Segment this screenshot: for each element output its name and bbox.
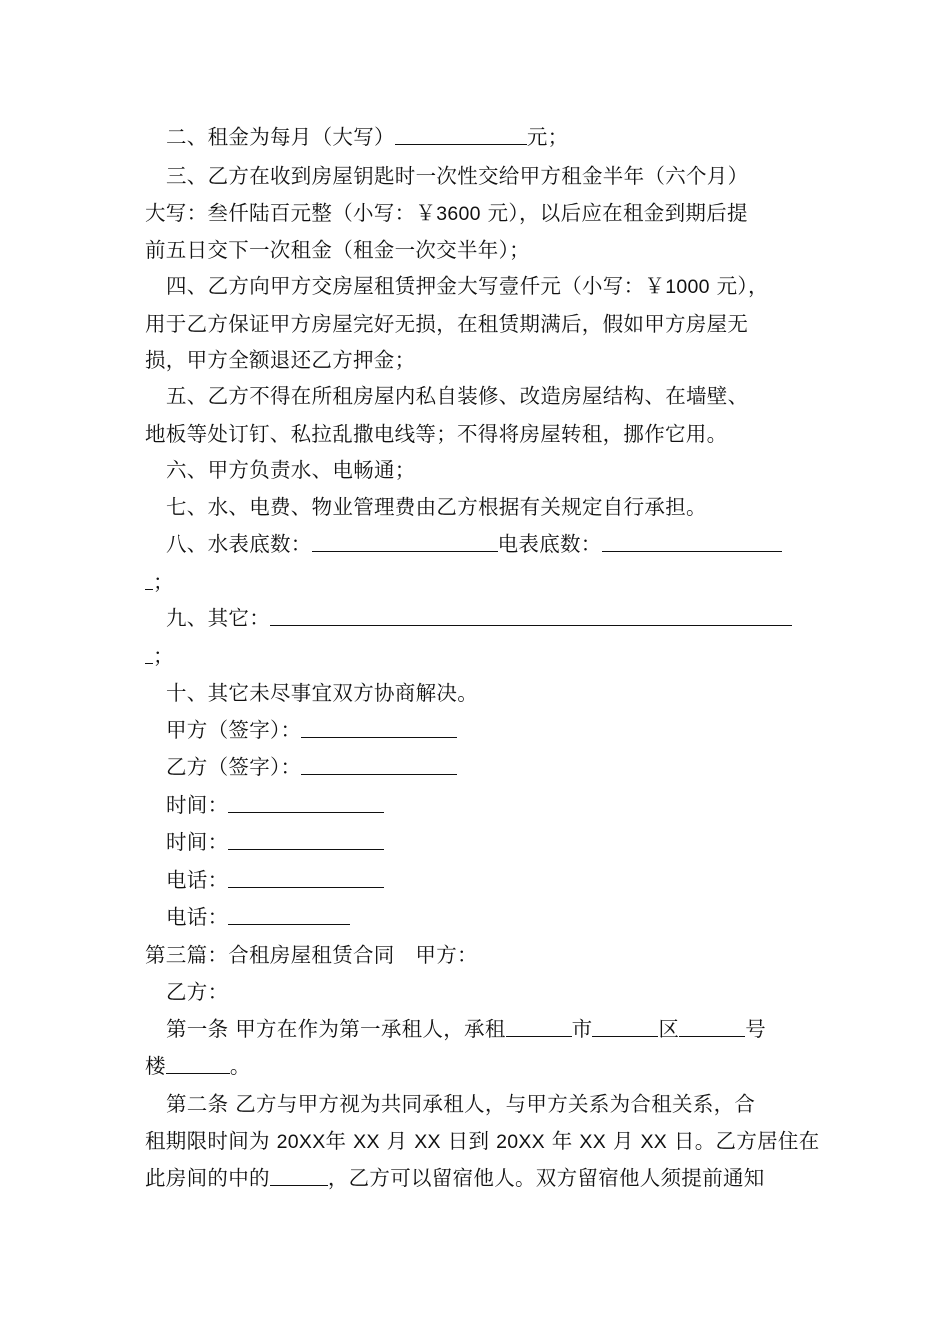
text: ；	[153, 570, 174, 594]
time-blank	[228, 792, 384, 813]
text: 乙方：	[166, 980, 229, 1004]
text: 乙方（签字）：	[166, 755, 302, 779]
text: 年	[544, 1129, 580, 1153]
city-blank	[506, 1016, 572, 1037]
clause-4-line-2	[0, 310, 950, 338]
clause-8-line-2	[0, 568, 950, 596]
text: 大写：叁仟陆百元整（小写：￥	[145, 201, 437, 225]
article-1-line-2	[0, 1052, 950, 1080]
text: ，乙方可以留宿他人。双方留宿他人须提前通知	[327, 1166, 765, 1190]
phone-blank	[228, 904, 350, 925]
clause-10-line	[0, 679, 950, 707]
text: 第三篇：合租房屋租赁合同 甲方：	[145, 943, 478, 967]
clause-3-line-2	[0, 199, 950, 228]
clause-4-line-3	[0, 346, 950, 374]
text: 楼	[145, 1054, 166, 1078]
time-line-2	[0, 828, 950, 856]
article-2-line-3	[0, 1164, 950, 1192]
room-blank	[270, 1165, 328, 1186]
text: 电表底数：	[497, 532, 602, 556]
blank-field	[145, 643, 153, 664]
text: ；	[153, 644, 174, 668]
text: 十、其它未尽事宜双方协商解决。	[166, 681, 478, 705]
text: 六、甲方负责水、电畅通；	[166, 458, 416, 482]
year: 20XX	[276, 1131, 326, 1153]
text: 号	[745, 1017, 767, 1041]
building-blank	[166, 1053, 230, 1074]
text: 月	[379, 1129, 415, 1153]
party-b-line	[0, 978, 950, 1006]
text: 七、水、电费、物业管理费由乙方根据有关规定自行承担。	[166, 495, 707, 519]
clause-3-line-1	[0, 162, 950, 190]
district-blank	[592, 1016, 658, 1037]
phone-line-2	[0, 903, 950, 931]
text: 。	[229, 1054, 251, 1078]
text: 第一条 甲方在作为第一承租人，承租	[166, 1017, 506, 1041]
electric-meter-blank	[602, 531, 782, 552]
text: 前五日交下一次租金（租金一次交半年）；	[145, 238, 530, 262]
other-blank	[270, 605, 792, 626]
amount: 1000	[665, 276, 710, 298]
text: 三、乙方在收到房屋钥匙时一次性交给甲方租金半年（六个月）	[166, 164, 749, 188]
text: 甲方（签字）：	[166, 718, 302, 742]
year: 20XX	[496, 1131, 545, 1153]
text: 九、其它：	[166, 606, 270, 630]
text: 地板等处订钉、私拉乱撒电线等；不得将房屋转租，挪作它用。	[145, 422, 728, 446]
text: 月	[606, 1129, 641, 1153]
text: 日。乙方居住在	[667, 1129, 820, 1153]
clause-9-line-2	[0, 642, 950, 670]
text: 租期限时间为	[145, 1129, 277, 1153]
text: 八、水表底数：	[166, 532, 312, 556]
text: 第二条 乙方与甲方视为共同承租人，与甲方关系为合租关系，合	[166, 1092, 756, 1116]
party-a-signature-line	[0, 716, 950, 744]
clause-2-line	[0, 123, 950, 151]
clause-6-line	[0, 456, 950, 484]
text: 此房间的中的	[145, 1166, 270, 1190]
phone-line-1	[0, 866, 950, 894]
signature-blank	[301, 717, 457, 738]
time-line-1	[0, 791, 950, 819]
signature-blank	[301, 754, 457, 775]
clause-7-line	[0, 493, 950, 521]
month: XX	[353, 1131, 380, 1153]
clause-4-line-1	[0, 272, 950, 301]
text: 四、乙方向甲方交房屋租赁押金大写壹仟元（小写：￥	[166, 274, 666, 298]
text: 用于乙方保证甲方房屋完好无损，在租赁期满后，假如甲方房屋无	[145, 312, 749, 336]
phone-blank	[228, 867, 384, 888]
text: 日到	[440, 1129, 497, 1153]
text: 元；	[526, 125, 569, 149]
text: 电话：	[166, 868, 229, 892]
day: XX	[414, 1131, 441, 1153]
text: 时间：	[166, 830, 229, 854]
article-1-line-1	[0, 1015, 950, 1043]
water-meter-blank	[312, 531, 498, 552]
section-three-heading	[0, 941, 950, 969]
clause-9-line	[0, 604, 950, 632]
party-b-signature-line	[0, 753, 950, 781]
text: 元），	[709, 274, 769, 298]
text: 损，甲方全额退还乙方押金；	[145, 348, 416, 372]
text: 电话：	[166, 905, 229, 929]
clause-3-line-3	[0, 236, 950, 264]
text: 年	[325, 1129, 354, 1153]
text: 市	[571, 1017, 593, 1041]
text: 二、租金为每月（大写）	[166, 125, 395, 149]
text: 元），以后应在租金到期后提	[480, 201, 748, 225]
article-2-line-1	[0, 1090, 950, 1118]
number-blank	[679, 1016, 745, 1037]
text: 时间：	[166, 793, 229, 817]
blank-field	[395, 124, 527, 145]
text: 区	[658, 1017, 680, 1041]
clause-5-line-1	[0, 382, 950, 410]
clause-5-line-2	[0, 420, 950, 448]
time-blank	[228, 829, 384, 850]
article-2-line-2	[0, 1127, 950, 1156]
blank-field	[145, 569, 153, 590]
month: XX	[579, 1131, 607, 1153]
day: XX	[640, 1131, 668, 1153]
amount: 3600	[436, 203, 481, 225]
clause-8-line	[0, 530, 950, 558]
text: 五、乙方不得在所租房屋内私自装修、改造房屋结构、在墙壁、	[166, 384, 749, 408]
